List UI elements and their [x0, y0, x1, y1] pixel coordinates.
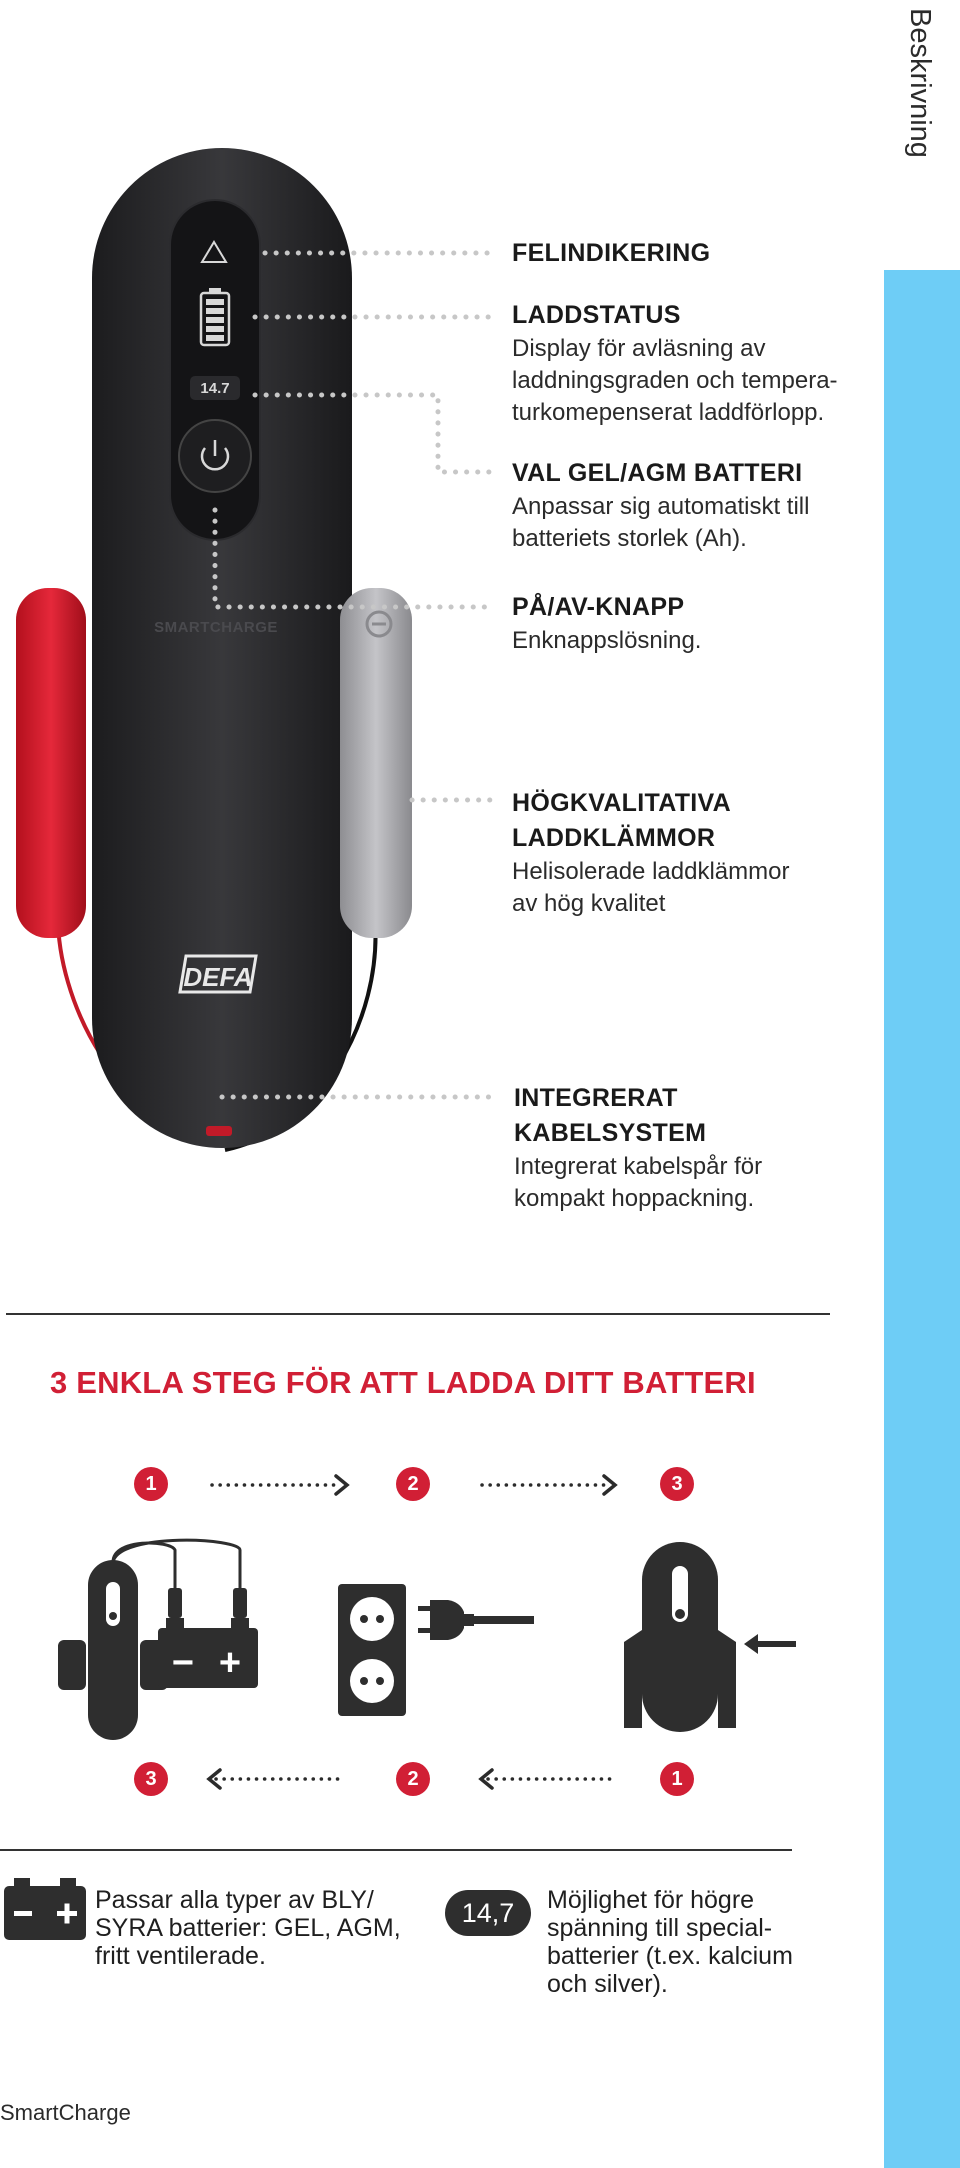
feature-cable-system: [514, 1081, 874, 1215]
note-battery-types: Passar alla typer av BLY/ SYRA batterier: GEL, AGM, fritt ventilerade.: [95, 1886, 401, 1970]
feature-gel-agm: [512, 456, 872, 555]
minus-sign: −: [171, 1642, 195, 1684]
backward-arrows: [200, 1762, 660, 1796]
forward-arrows: [200, 1468, 660, 1502]
steps-illustration: [50, 1530, 820, 1750]
plug-icon: [418, 1600, 534, 1640]
sidebar-accent: [884, 270, 960, 2168]
feature-heading: LADDKLÄMMOR: [512, 824, 716, 852]
feature-error-indication: [512, 236, 872, 271]
feature-desc: laddningsgraden och tempera-: [512, 367, 838, 394]
feature-heading: KABELSYSTEM: [514, 1119, 707, 1147]
arrow-left-icon: [744, 1634, 758, 1654]
feature-clamps: [512, 786, 872, 920]
steps-title: 3 ENKLA STEG FÖR ATT LADDA DITT BATTERI: [50, 1365, 756, 1400]
feature-desc: Enknappslösning.: [512, 627, 702, 654]
feature-desc: Display för avläsning av: [512, 335, 766, 362]
step-badge: 3: [660, 1467, 694, 1501]
svg-text:DEFA: DEFA: [183, 962, 253, 992]
cable-outlet: [206, 1126, 232, 1136]
feature-desc: kompakt hoppackning.: [514, 1185, 755, 1212]
step-badge: 2: [396, 1762, 430, 1796]
feature-heading: INTEGRERAT: [514, 1084, 678, 1112]
leader-lines: [0, 0, 520, 1110]
brand-text: SMARTCHARGE: [154, 619, 278, 636]
battery-icon: [4, 1878, 86, 1940]
plus-sign: +: [218, 1642, 242, 1684]
feature-heading: FELINDIKERING: [512, 239, 711, 267]
feature-desc: Integrerat kabelspår för: [514, 1153, 763, 1180]
feature-desc: turkomepenserat laddförlopp.: [512, 399, 825, 426]
arrow-right-icon: [336, 1476, 347, 1494]
footer-brand: SmartCharge: [0, 2100, 131, 2125]
divider: [0, 1849, 792, 1851]
feature-heading: PÅ/AV-KNAPP: [512, 593, 685, 621]
voltage-badge: 14,7: [445, 1890, 531, 1936]
step-badge: 1: [134, 1467, 168, 1501]
feature-desc: av hög kvalitet: [512, 890, 666, 917]
feature-desc: Anpassar sig automatiskt till: [512, 493, 810, 520]
feature-power-button: [512, 590, 872, 657]
step-badge: 1: [660, 1762, 694, 1796]
feature-heading: LADDSTATUS: [512, 301, 681, 329]
step-badge: 3: [134, 1762, 168, 1796]
step-badge: 2: [396, 1467, 430, 1501]
feature-heading: VAL GEL/AGM BATTERI: [512, 459, 803, 487]
feature-desc: batteriets storlek (Ah).: [512, 525, 747, 552]
charger-connect-icon: [58, 1540, 258, 1740]
divider: [6, 1313, 830, 1315]
arrow-right-icon: [604, 1476, 615, 1494]
feature-heading: HÖGKVALITATIVA: [512, 789, 731, 817]
note-higher-voltage: Möjlighet för högre spänning till special- batterier (t.ex. kalcium och silver).: [547, 1886, 793, 1998]
voltage-display-value: 14.7: [200, 380, 230, 397]
feature-desc: Helisolerade laddklämmor: [512, 858, 790, 885]
wall-socket-icon: [338, 1584, 406, 1716]
side-tab-label: Beskrivning: [904, 8, 936, 158]
feature-charge-status: [512, 298, 872, 429]
charger-power-on-icon: [624, 1542, 796, 1732]
